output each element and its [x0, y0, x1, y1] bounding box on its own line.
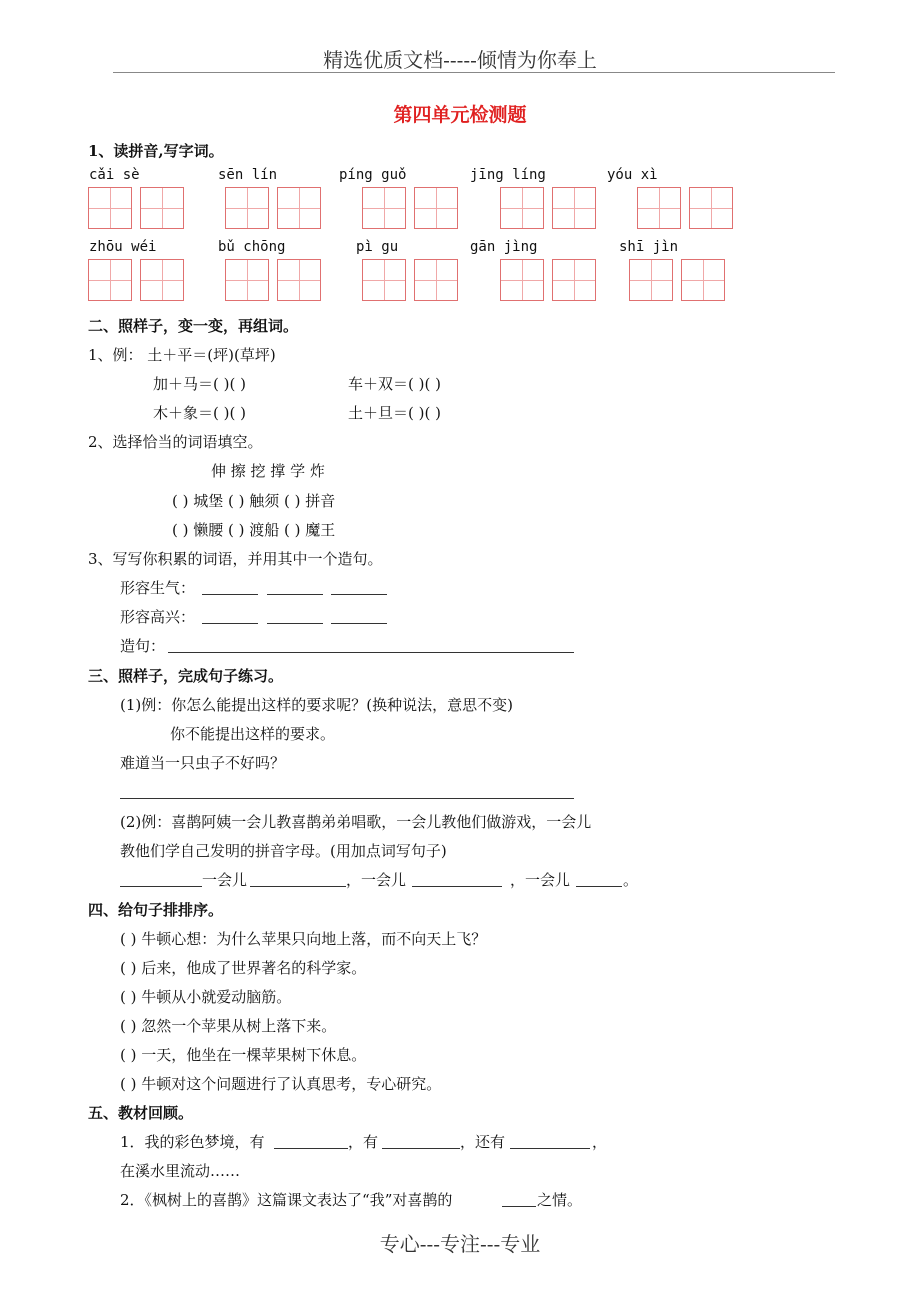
example-answer: 你不能提出这样的要求。 — [170, 725, 336, 743]
pinyin-label: sēn lín — [218, 167, 278, 183]
writing-grid-cell[interactable] — [637, 187, 681, 229]
section1-heading: 1、读拼音,写字词。 — [88, 142, 224, 160]
pinyin-label: bǔ chōng — [218, 239, 286, 255]
fill-word: ，一会儿 — [510, 871, 571, 889]
pinyin-label: píng guǒ — [339, 167, 407, 183]
pinyin-label: zhōu wéi — [89, 239, 157, 255]
q3-label: 造句： — [120, 637, 166, 655]
q2-line: ( ) 懒腰 ( ) 渡船 ( ) 魔王 — [172, 521, 336, 539]
pinyin-label: cǎi sè — [89, 167, 140, 183]
writing-grid-cell[interactable] — [681, 259, 725, 301]
pinyin-label: gān jìng — [470, 239, 538, 255]
writing-grid-cell[interactable] — [140, 259, 184, 301]
writing-grid-cell[interactable] — [414, 259, 458, 301]
q1-line: 车＋双＝( )( ) — [348, 375, 441, 393]
ordering-item: ( ) 后来，他成了世界著名的科学家。 — [120, 959, 367, 977]
review-text: 之情。 — [537, 1191, 583, 1209]
example-sentence: (1)例：你怎么能提出这样的要求呢？(换种说法，意思不变) — [120, 696, 513, 714]
q1-line: 加＋马＝( )( ) — [153, 375, 246, 393]
q3-label: 形容生气： — [120, 579, 196, 597]
writing-grid-cell[interactable] — [629, 259, 673, 301]
q1-line: 木＋象＝( )( ) — [153, 404, 246, 422]
page-header: 精选优质文档-----倾情为你奉上 — [323, 48, 597, 72]
q2-instruction: 2、选择恰当的词语填空。 — [88, 433, 263, 451]
review-question: 1．我的彩色梦境，有 — [120, 1133, 265, 1151]
writing-grid-cell[interactable] — [500, 187, 544, 229]
page-title: 第四单元检测题 — [393, 104, 527, 126]
writing-grid-cell[interactable] — [88, 187, 132, 229]
answer-blank[interactable] — [267, 594, 323, 595]
review-text: ，还有 — [460, 1133, 506, 1151]
example-sentence: 教他们学自己发明的拼音字母。(用加点词写句子) — [120, 842, 447, 860]
review-text: 在溪水里流动…… — [120, 1162, 241, 1180]
writing-grid-cell[interactable] — [362, 187, 406, 229]
answer-blank[interactable] — [331, 623, 387, 624]
writing-grid-cell[interactable] — [552, 187, 596, 229]
writing-grid-cell[interactable] — [689, 187, 733, 229]
exercise-sentence: 难道当一只虫子不好吗？ — [120, 754, 286, 772]
writing-grid-cell[interactable] — [225, 259, 269, 301]
answer-blank[interactable] — [382, 1148, 460, 1149]
writing-grid-cell[interactable] — [500, 259, 544, 301]
review-text: ，有 — [348, 1133, 379, 1151]
word-bank: 伸 擦 挖 撑 学 炸 — [211, 462, 325, 480]
answer-blank[interactable] — [576, 886, 622, 887]
writing-grid-cell[interactable] — [414, 187, 458, 229]
pinyin-label: pì gu — [356, 239, 399, 255]
ordering-item: ( ) 忽然一个苹果从树上落下来。 — [120, 1017, 337, 1035]
q3-label: 形容高兴： — [120, 608, 196, 626]
q1-example: 1、例： 土＋平＝(坪)(草坪) — [88, 346, 276, 364]
review-text: ， — [592, 1133, 608, 1151]
answer-blank[interactable] — [510, 1148, 590, 1149]
answer-blank[interactable] — [502, 1206, 536, 1207]
review-question: 2．《枫树上的喜鹊》这篇课文表达了“我”对喜鹊的 — [120, 1191, 453, 1209]
q2-line: ( ) 城堡 ( ) 触须 ( ) 拼音 — [172, 492, 336, 510]
section3-heading: 三、照样子，完成句子练习。 — [88, 667, 284, 685]
ordering-item: ( ) 牛顿从小就爱动脑筋。 — [120, 988, 292, 1006]
writing-grid-cell[interactable] — [277, 259, 321, 301]
answer-blank[interactable] — [120, 886, 202, 887]
section5-heading: 五、教材回顾。 — [88, 1104, 194, 1122]
example-sentence: (2)例：喜鹊阿姨一会儿教喜鹊弟弟唱歌，一会儿教他们做游戏，一会儿 — [120, 813, 592, 831]
ordering-item: ( ) 牛顿心想：为什么苹果只向地上落，而不向天上飞？ — [120, 930, 487, 948]
answer-blank[interactable] — [274, 1148, 348, 1149]
q3-instruction: 3、写写你积累的词语，并用其中一个造句。 — [88, 550, 383, 568]
page-footer: 专心---专注---专业 — [379, 1232, 541, 1256]
writing-grid-cell[interactable] — [362, 259, 406, 301]
answer-blank[interactable] — [331, 594, 387, 595]
answer-blank[interactable] — [250, 886, 346, 887]
ordering-item: ( ) 牛顿对这个问题进行了认真思考，专心研究。 — [120, 1075, 442, 1093]
fill-word: ，一会儿 — [346, 871, 407, 889]
q1-line: 土＋旦＝( )( ) — [348, 404, 441, 422]
pinyin-label: yóu xì — [607, 167, 658, 183]
pinyin-label: jīng líng — [470, 167, 546, 183]
ordering-item: ( ) 一天，他坐在一棵苹果树下休息。 — [120, 1046, 367, 1064]
writing-grid-cell[interactable] — [277, 187, 321, 229]
answer-blank[interactable] — [202, 594, 258, 595]
section4-heading: 四、给句子排排序。 — [88, 901, 224, 919]
writing-grid-cell[interactable] — [140, 187, 184, 229]
pinyin-label: shī jìn — [619, 239, 679, 255]
header-divider — [113, 72, 835, 73]
writing-grid-cell[interactable] — [225, 187, 269, 229]
answer-blank[interactable] — [202, 623, 258, 624]
fill-word: 。 — [623, 871, 639, 889]
writing-grid-cell[interactable] — [552, 259, 596, 301]
fill-word: 一会儿 — [202, 871, 248, 889]
sentence-answer-line[interactable] — [120, 798, 574, 799]
writing-grid-cell[interactable] — [88, 259, 132, 301]
sentence-answer-line[interactable] — [168, 652, 574, 653]
section2-heading: 二、照样子，变一变，再组词。 — [88, 317, 299, 335]
answer-blank[interactable] — [267, 623, 323, 624]
answer-blank[interactable] — [412, 886, 502, 887]
